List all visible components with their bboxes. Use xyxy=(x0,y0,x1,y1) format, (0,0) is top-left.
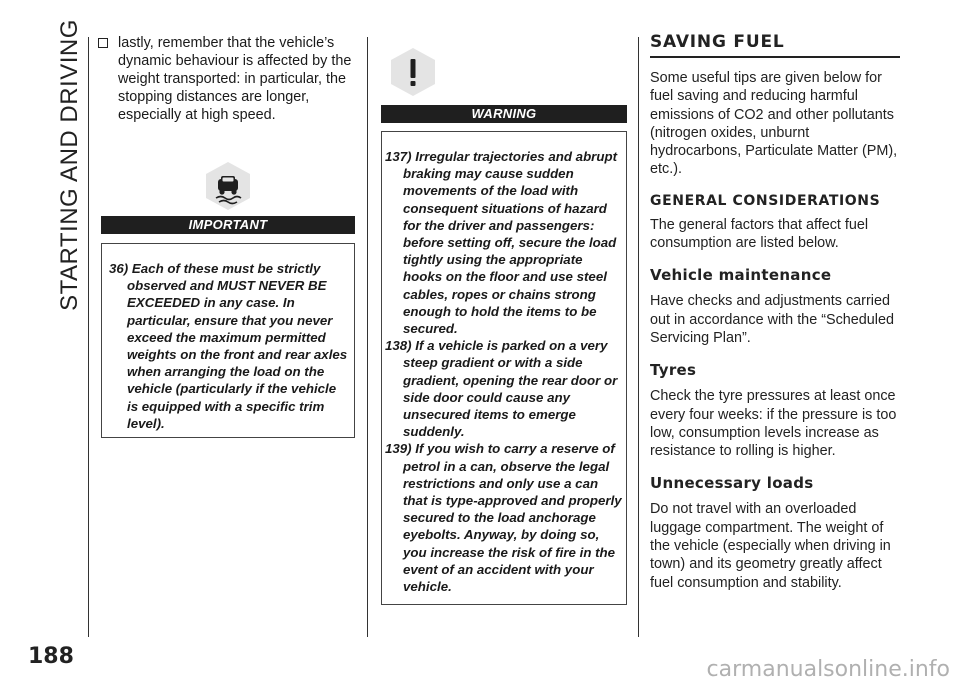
important-heading: IMPORTANT xyxy=(188,217,268,232)
important-heading-bar xyxy=(101,216,355,234)
warning-heading-bar xyxy=(381,105,627,123)
column-divider-1 xyxy=(367,37,368,637)
chapter-side-title xyxy=(50,19,90,311)
warning-box xyxy=(381,131,627,605)
tyres-text: Check the tyre pressures at least once every four weeks: if the pressure is too low, consumption levels increase as resistance to rolling is higher. xyxy=(650,388,897,460)
vehicle-maintenance-heading: Vehicle maintenance xyxy=(650,266,832,285)
column-divider-2 xyxy=(638,37,639,637)
warning-item-137: 137) Irregular trajectories and abrupt braking may cause sudden movements of the load with consequent situations of hazard for the driver and passengers: before setting off, secure the load tightly using the appropriate hooks on the floor and use steel cables, ropes or chains strong enough to hold the items to be secured. xyxy=(385,149,618,337)
chapter-title-text: STARTING AND DRIVING xyxy=(56,19,83,311)
important-box xyxy=(101,243,355,438)
general-considerations-text: The general factors that affect fuel consumption are listed below. xyxy=(650,216,869,252)
page-number: 188 xyxy=(28,644,74,669)
exclamation-warning-icon xyxy=(388,46,438,98)
warning-heading: WARNING xyxy=(471,106,537,121)
saving-fuel-intro: Some useful tips are given below for fuel saving and reducing harmful emissions of CO2 and other pollutants (nitrogen oxides, unburnt hydrocarbons, Particulate Matter (PM), etc.). xyxy=(650,70,898,178)
unnecessary-loads-heading: Unnecessary loads xyxy=(650,474,814,493)
warning-item-139: 139) If you wish to carry a reserve of petrol in a can, observe the legal restrictions and only use a can that is type-approved and properly secured to the load anchorage eyebolts. Anyway, by doing so, you increase the risk of fire in the event of an accident with your vehicle. xyxy=(385,441,622,595)
car-skid-warning-icon xyxy=(203,160,253,212)
tyres-heading: Tyres xyxy=(650,361,697,380)
important-item-36: 36) Each of these must be strictly observed and MUST NEVER BE EXCEEDED in any case. In particular, ensure that you never exceed the maximum permitted weights on the front and rear axles when arranging the load on the vehicle (particularly if the vehicle is equipped with a specific trim level). xyxy=(109,261,348,431)
saving-fuel-title: SAVING FUEL xyxy=(650,32,900,58)
watermark: carmanualsonline.info xyxy=(706,657,950,682)
warning-item-138: 138) If a vehicle is parked on a very steep gradient or with a side gradient, opening the rear door or side door could cause any unsecured items to emerge suddenly. xyxy=(385,338,618,440)
vehicle-maintenance-text: Have checks and adjustments carried out in accordance with the “Scheduled Servicing Plan”. xyxy=(650,293,894,346)
intro-bullet-text: lastly, remember that the vehicle’s dynamic behaviour is affected by the weight transported: in particular, the stopping distances are longer, especially at high speed. xyxy=(118,35,352,123)
general-considerations-heading: GENERAL CONSIDERATIONS xyxy=(650,192,881,209)
checkbox-bullet-icon xyxy=(98,38,108,48)
intro-bullet xyxy=(98,34,356,124)
unnecessary-loads-text: Do not travel with an overloaded luggage compartment. The weight of the vehicle (especially when driving in town) and its geometry greatly affect fuel consumption and stability. xyxy=(650,501,891,591)
left-margin-rule xyxy=(88,37,89,637)
saving-fuel-section xyxy=(650,32,900,592)
